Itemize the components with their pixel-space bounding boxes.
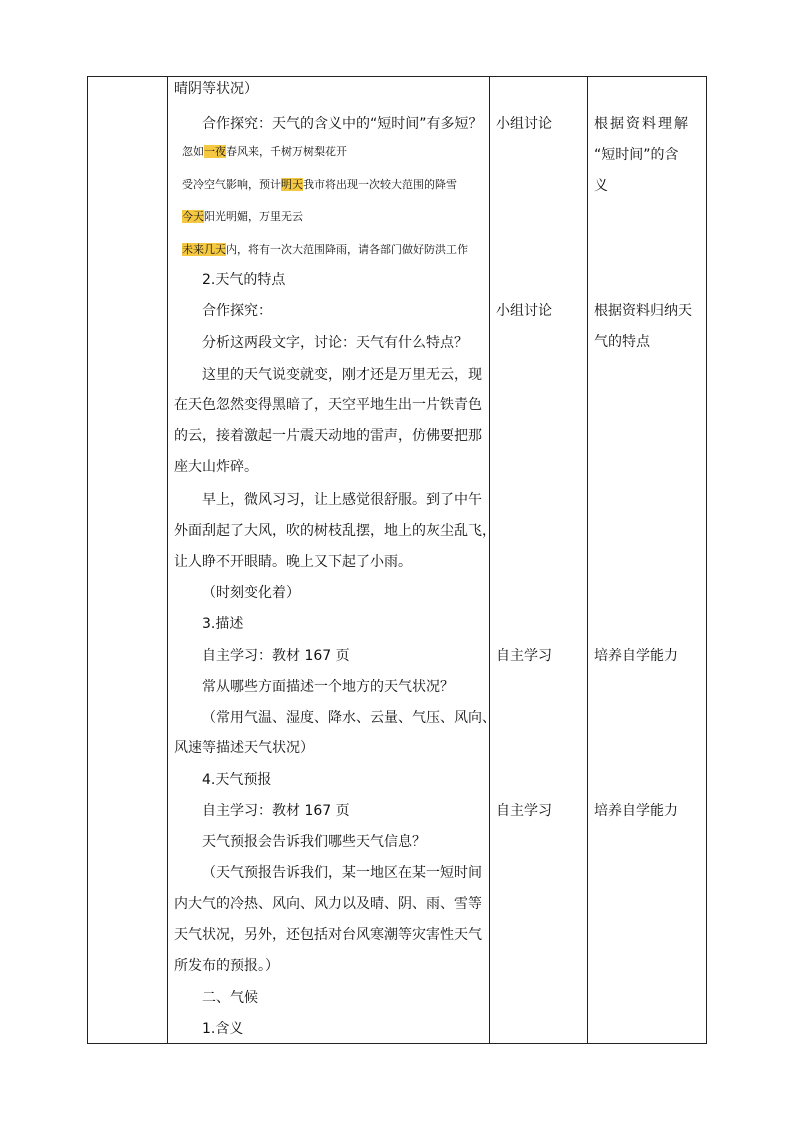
highlight: 一夜 xyxy=(204,145,226,158)
content-line: 在天色忽然变得黑暗了，天空平地生出一片铁青色 xyxy=(174,397,482,413)
activity-label: 自主学习 xyxy=(496,803,552,819)
goal-text: 培养自学能力 xyxy=(594,803,678,819)
content-line: 风速等描述天气状况） xyxy=(174,740,314,756)
content-line: 天气预报会告诉我们哪些天气信息？ xyxy=(202,834,426,850)
content-line: （天气预报告诉我们，某一地区在某一短时间 xyxy=(202,865,482,881)
content-line: 合作探究：天气的含义中的“短时间”有多短？ xyxy=(202,116,483,132)
activity-label: 小组讨论 xyxy=(496,116,552,132)
highlight: 今天 xyxy=(182,210,204,223)
content-line: 的云，接着激起一片震天动地的雷声，仿佛要把那 xyxy=(174,428,482,444)
content-line: 所发布的预报。） xyxy=(174,958,279,974)
content-line: 让人睁不开眼睛。晚上又下起了小雨。 xyxy=(174,554,412,570)
section-heading: 二、气候 xyxy=(202,990,258,1006)
content-line: 晴阴等状况） xyxy=(174,81,258,97)
activity-label: 小组讨论 xyxy=(496,303,552,319)
section-heading: 2.天气的特点 xyxy=(202,272,286,288)
highlight: 未来几天 xyxy=(182,243,226,256)
goal-text: “短时间”的含 xyxy=(594,147,679,163)
content-line: 外面刮起了大风，吹的树枝乱摆，地上的灰尘乱飞， xyxy=(174,523,496,539)
content-line: （时刻变化着） xyxy=(202,585,300,601)
activity-label: 自主学习 xyxy=(496,648,552,664)
column-divider xyxy=(587,77,588,1043)
example-line-4: 未来几天内，将有一次大范围降雨，请各部门做好防洪工作 xyxy=(182,243,468,256)
column-divider xyxy=(489,77,490,1043)
goal-text: 根据资料理解 xyxy=(594,116,690,132)
content-line: 早上，微风习习，让上感觉很舒服。到了中午 xyxy=(202,492,482,508)
content-line: 分析这两段文字，讨论：天气有什么特点？ xyxy=(202,335,468,351)
content-line: 这里的天气说变就变，刚才还是万里无云，现 xyxy=(202,367,482,383)
section-heading: 1.含义 xyxy=(202,1021,244,1037)
content-line: 天气状况，另外，还包括对台风寒潮等灾害性天气 xyxy=(174,927,482,943)
content-line: 自主学习：教材 167 页 xyxy=(202,803,350,819)
lesson-table xyxy=(87,76,707,1044)
goal-text: 气的特点 xyxy=(594,334,650,350)
example-line-3: 今天阳光明媚，万里无云 xyxy=(182,210,303,223)
column-divider xyxy=(167,77,168,1043)
example-line-1: 忽如一夜春风来，千树万树梨花开 xyxy=(182,145,347,158)
highlight: 明天 xyxy=(281,178,303,191)
content-line: 座大山炸碎。 xyxy=(174,459,258,475)
content-line: 合作探究： xyxy=(202,303,272,319)
section-heading: 3.描述 xyxy=(202,616,244,632)
content-line: 自主学习：教材 167 页 xyxy=(202,648,350,664)
content-line: 常从哪些方面描述一个地方的天气状况？ xyxy=(202,679,454,695)
goal-text: 义 xyxy=(594,178,608,194)
content-line: （常用气温、湿度、降水、云量、气压、风向、 xyxy=(202,710,496,726)
goal-text: 培养自学能力 xyxy=(594,648,678,664)
content-line: 内大气的冷热、风向、风力以及晴、阴、雨、雪等 xyxy=(174,896,482,912)
section-heading: 4.天气预报 xyxy=(202,772,272,788)
goal-text: 根据资料归纳天 xyxy=(594,303,692,319)
example-line-2: 受冷空气影响，预计明天我市将出现一次较大范围的降雪 xyxy=(182,178,457,191)
